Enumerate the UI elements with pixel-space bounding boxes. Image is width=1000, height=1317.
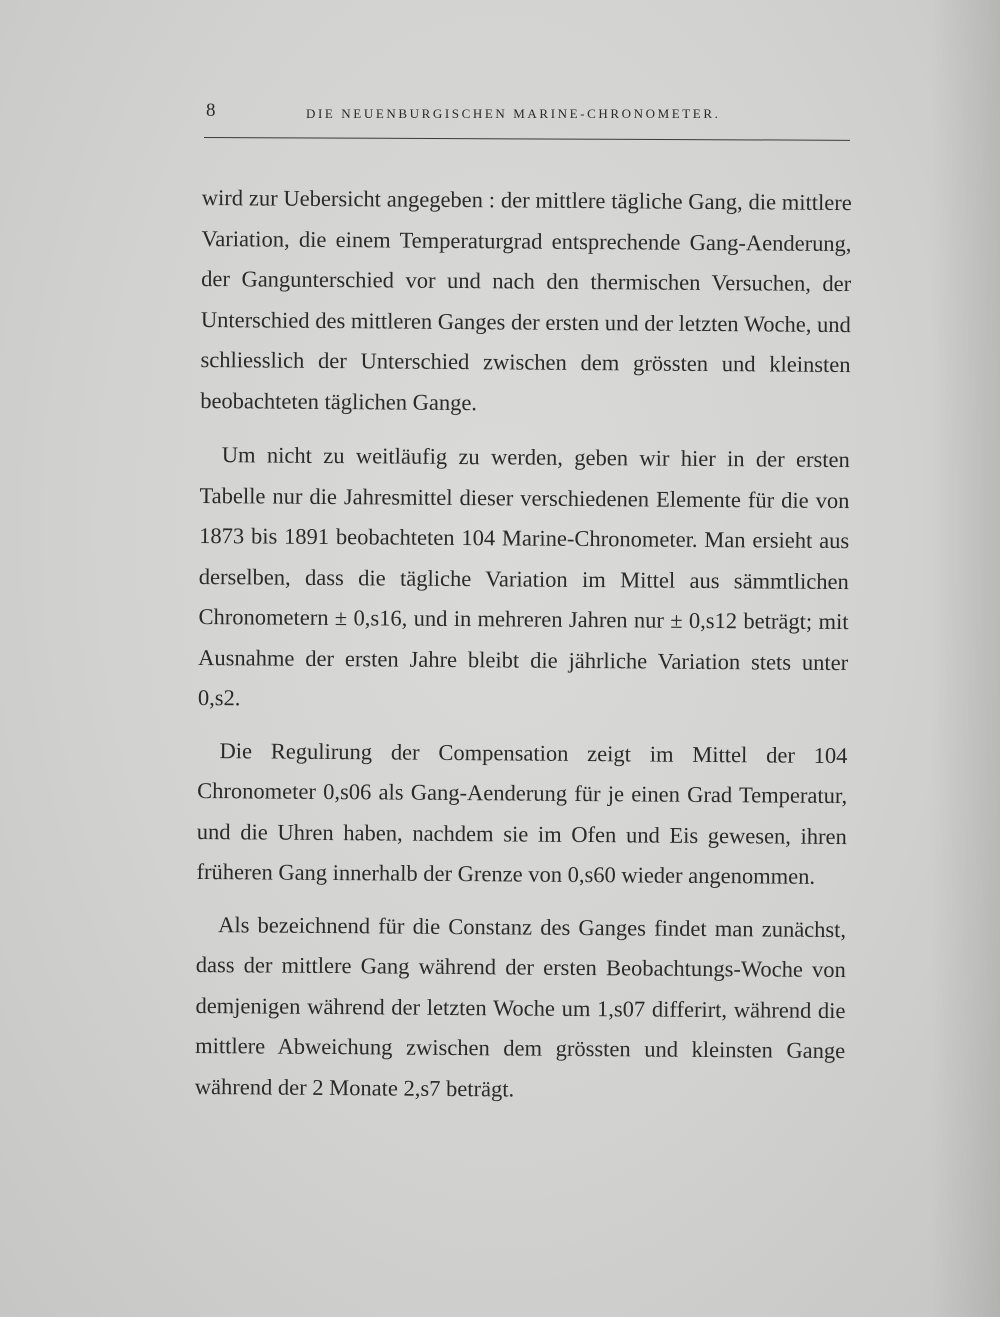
- running-title: DIE NEUENBURGISCHEN MARINE-CHRONOMETER.: [306, 106, 721, 121]
- paragraph-4: Als bezeichnend für die Constanz des Ganges findet man zunächst, dass der mittlere Gang während der ersten Beobachtungs-Woche von demjenigen während der letzten Woche um 1,s07 differirt, während die mittlere Abweichung zwischen dem grössten und kleinsten Gange während der 2 Monate 2,s7 beträgt.: [194, 911, 847, 1101]
- paragraph-2: Um nicht zu weitläufig zu werden, geben wir hier in der ersten Tabelle nur die Jahresmittel dieser verschiedenen Elemente für die von 1873 bis 1891 beobachteten 104 Marine-Chronometer. Man ersieht aus derselben, dass die tägliche Variation im Mittel aus sämmtlichen Chronometern ± 0,s16, und in mehreren Jahren nur ± 0,s12 beträgt; mit Ausnahme der ersten Jahre bleibt die jährliche Variation stets unter 0,s2.: [197, 442, 850, 711]
- page-edge-shadow: [930, 0, 1000, 1317]
- paragraph-3: Die Regulirung der Compensation zeigt im Mittel der 104 Chronometer 0,s06 als Gang-Aenderung für je einen Grad Temperatur, und die Uhren haben, nachdem sie im Ofen und Eis gewesen, ihren früheren Gang innerhalb der Grenze von 0,s60 wieder angenommen.: [196, 737, 848, 889]
- page-number: 8: [206, 100, 216, 121]
- body-text: [195, 178, 852, 1124]
- paragraph-1: wird zur Uebersicht angegeben : der mittlere tägliche Gang, die mittlere Variation, die einem Temperaturgrad entsprechende Gang-Aenderung, der Gangunterschied vor und nach den thermischen Versuchen, der Unterschied des mittleren Ganges der ersten und der letzten Woche, und schliesslich der Unterschied zwischen dem grössten und kleinsten beobachteten täglichen Gange.: [200, 184, 852, 415]
- page-header: [206, 100, 851, 130]
